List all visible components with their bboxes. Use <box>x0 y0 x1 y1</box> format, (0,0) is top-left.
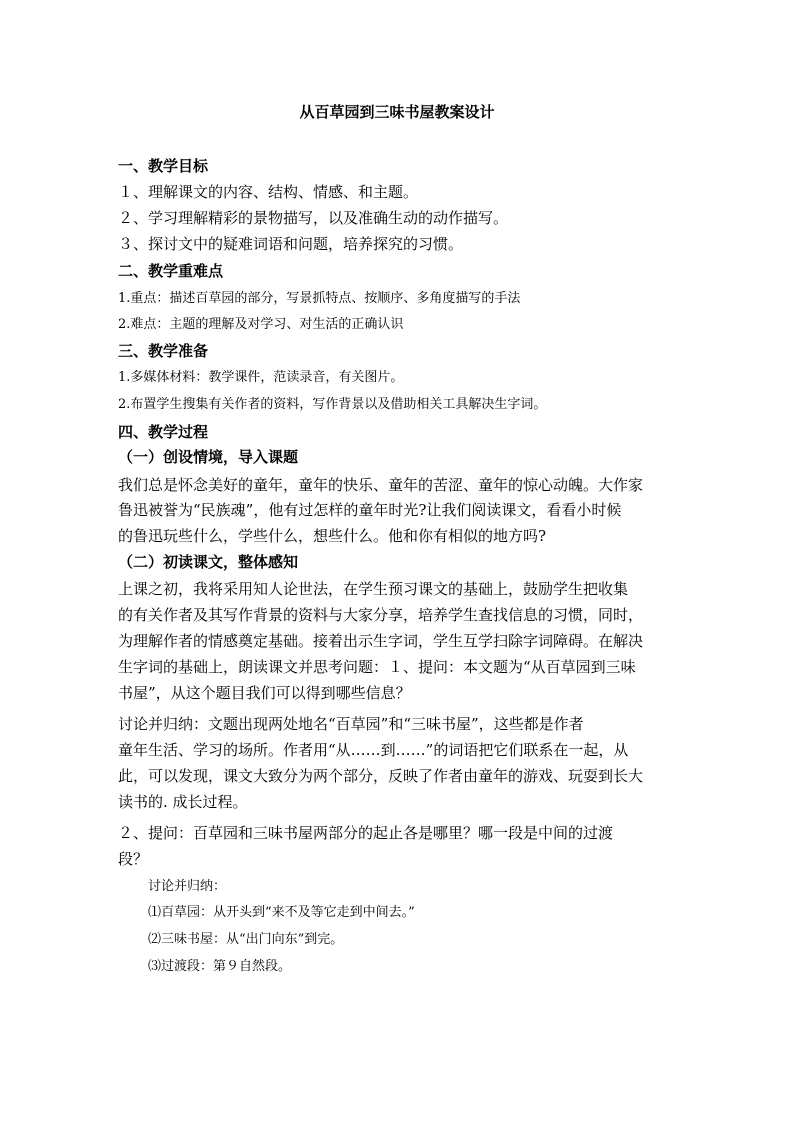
summary-item: ⑵三味书屋：从“出门向东”到完。 <box>148 932 344 947</box>
subsection-heading-reading: （二）初读课文，整体感知 <box>118 553 299 571</box>
summary-item: ⑶过渡段：第９自然段。 <box>148 959 292 974</box>
goal-item: ２、学习理解精彩的景物描写，以及准确生动的动作描写。 <box>118 209 509 227</box>
paragraph-line: 童年生活、学习的场所。作者用“从……到……”的词语把它们联系在一起，从 <box>118 741 629 759</box>
paragraph-line: 为理解作者的情感奠定基础。接着出示生字词，学生互学扫除字词障碍。在解决 <box>118 632 644 650</box>
paragraph-line: 段？ <box>118 850 149 868</box>
paragraph-line: 鲁迅被誉为“民族魂”，他有过怎样的童年时光?让我们阅读课文，看看小时候 <box>118 501 622 519</box>
paragraph-line: 的有关作者及其写作背景的资料与大家分享，培养学生查找信息的习惯，同时， <box>118 606 644 624</box>
paragraph-line: 我们总是怀念美好的童年，童年的快乐、童年的苦涩、童年的惊心动魄。大作家 <box>118 476 644 494</box>
summary-label: 讨论并归纳： <box>148 879 227 894</box>
paragraph-line: 此，可以发现，课文大致分为两个部分，反映了作者由童年的游戏、玩耍到长大 <box>118 767 644 785</box>
summary-item: ⑴百草园：从开头到“来不及等它走到中间去。” <box>148 905 415 920</box>
section-heading-keypoints: 二、教学重难点 <box>118 262 224 280</box>
keypoint-item: 1.重点：描述百草园的部分，写景抓特点、按顺序、多角度描写的手法 <box>118 291 521 306</box>
goal-item: ３、探讨文中的疑难词语和问题，培养探究的习惯。 <box>118 235 464 253</box>
paragraph-line: 书屋”，从这个题目我们可以得到哪些信息？ <box>118 684 411 702</box>
section-heading-prep: 三、教学准备 <box>118 342 209 360</box>
paragraph-line: 上课之初，我将采用知人论世法，在学生预习课文的基础上，鼓励学生把收集 <box>118 580 629 598</box>
paragraph-line: 的鲁迅玩些什么，学些什么，想些什么。他和你有相似的地方吗? <box>118 527 547 545</box>
paragraph-line: 讨论并归纳：文题出现两处地名“百草园”和“三味书屋”，这些都是作者 <box>118 715 584 733</box>
document-title: 从百草园到三味书屋教案设计 <box>299 103 495 121</box>
prep-item: 2.布置学生搜集有关作者的资料，写作背景以及借助相关工具解决生字词。 <box>118 397 547 412</box>
keypoint-item: 2.难点：主题的理解及对学习、对生活的正确认识 <box>118 317 404 332</box>
goal-item: １、理解课文的内容、结构、情感、和主题。 <box>118 183 419 201</box>
section-heading-process: 四、教学过程 <box>118 423 209 441</box>
section-heading-goals: 一、教学目标 <box>118 157 209 175</box>
paragraph-line: 读书的. 成长过程。 <box>118 793 248 811</box>
prep-item: 1.多媒体材料：教学课件，范读录音，有关图片。 <box>118 370 404 385</box>
paragraph-line: 生字词的基础上，朗读课文并思考问题：１、提问：本文题为“从百草园到三味 <box>118 658 636 676</box>
subsection-heading-intro: （一）创设情境，导入课题 <box>118 448 299 466</box>
paragraph-line: ２、提问：百草园和三味书屋两部分的起止各是哪里？哪一段是中间的过渡 <box>118 824 614 842</box>
